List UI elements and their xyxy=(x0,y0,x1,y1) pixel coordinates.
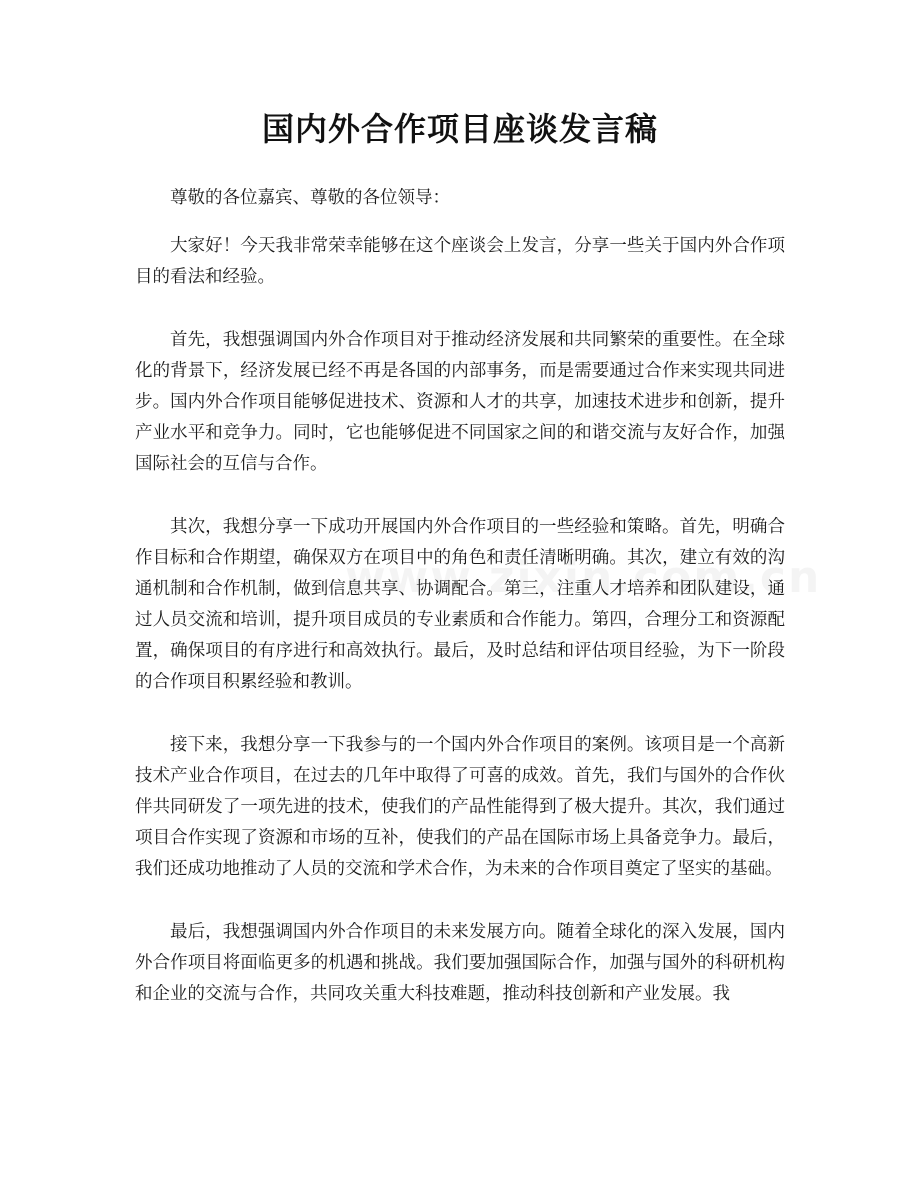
document-body xyxy=(135,183,785,1042)
greeting-paragraph: 大家好！今天我非常荣幸能够在这个座谈会上发言，分享一些关于国内外合作项目的看法和经验。 xyxy=(135,236,785,287)
paragraph-importance: 首先，我想强调国内外合作项目对于推动经济发展和共同繁荣的重要性。在全球化的背景下，经济发展已经不再是各国的内部事务，而是需要通过合作来实现共同进步。国内外合作项目能够促进技术、资源和人才的共享，加速技术进步和创新，提升产业水平和竞争力。同时，它也能够促进不同国家之间的和谐交流与友好合作，加强国际社会的互信与合作。 xyxy=(135,330,785,474)
salutation-paragraph: 尊敬的各位嘉宾、尊敬的各位领导： xyxy=(170,188,450,208)
paragraph-experience: 其次，我想分享一下成功开展国内外合作项目的一些经验和策略。首先，明确合作目标和合作期望，确保双方在项目中的角色和责任清晰明确。其次，建立有效的沟通机制和合作机制，做到信息共享、协调配合。第三，注重人才培养和团队建设，通过人员交流和培训，提升项目成员的专业素质和合作能力。第四，合理分工和资源配置，确保项目的有序进行和高效执行。最后，及时总结和评估项目经验，为下一阶段的合作项目积累经验和教训。 xyxy=(135,517,785,692)
page-title: 国内外合作项目座谈发言稿 xyxy=(261,110,658,148)
paragraph-future: 最后，我想强调国内外合作项目的未来发展方向。随着全球化的深入发展，国内外合作项目将面临更多的机遇和挑战。我们要加强国际合作，加强与国外的科研机构和企业的交流与合作，共同攻关重大科技难题，推动科技创新和产业发展。我 xyxy=(135,922,785,1004)
paragraph-case-study: 接下来，我想分享一下我参与的一个国内外合作项目的案例。该项目是一个高新技术产业合作项目，在过去的几年中取得了可喜的成效。首先，我们与国外的合作伙伴共同研发了一项先进的技术，使我们的产品性能得到了极大提升。其次，我们通过项目合作实现了资源和市场的互补，使我们的产品在国际市场上具备竞争力。最后，我们还成功地推动了人员的交流和学术合作，为未来的合作项目奠定了坚实的基础。 xyxy=(135,735,785,879)
